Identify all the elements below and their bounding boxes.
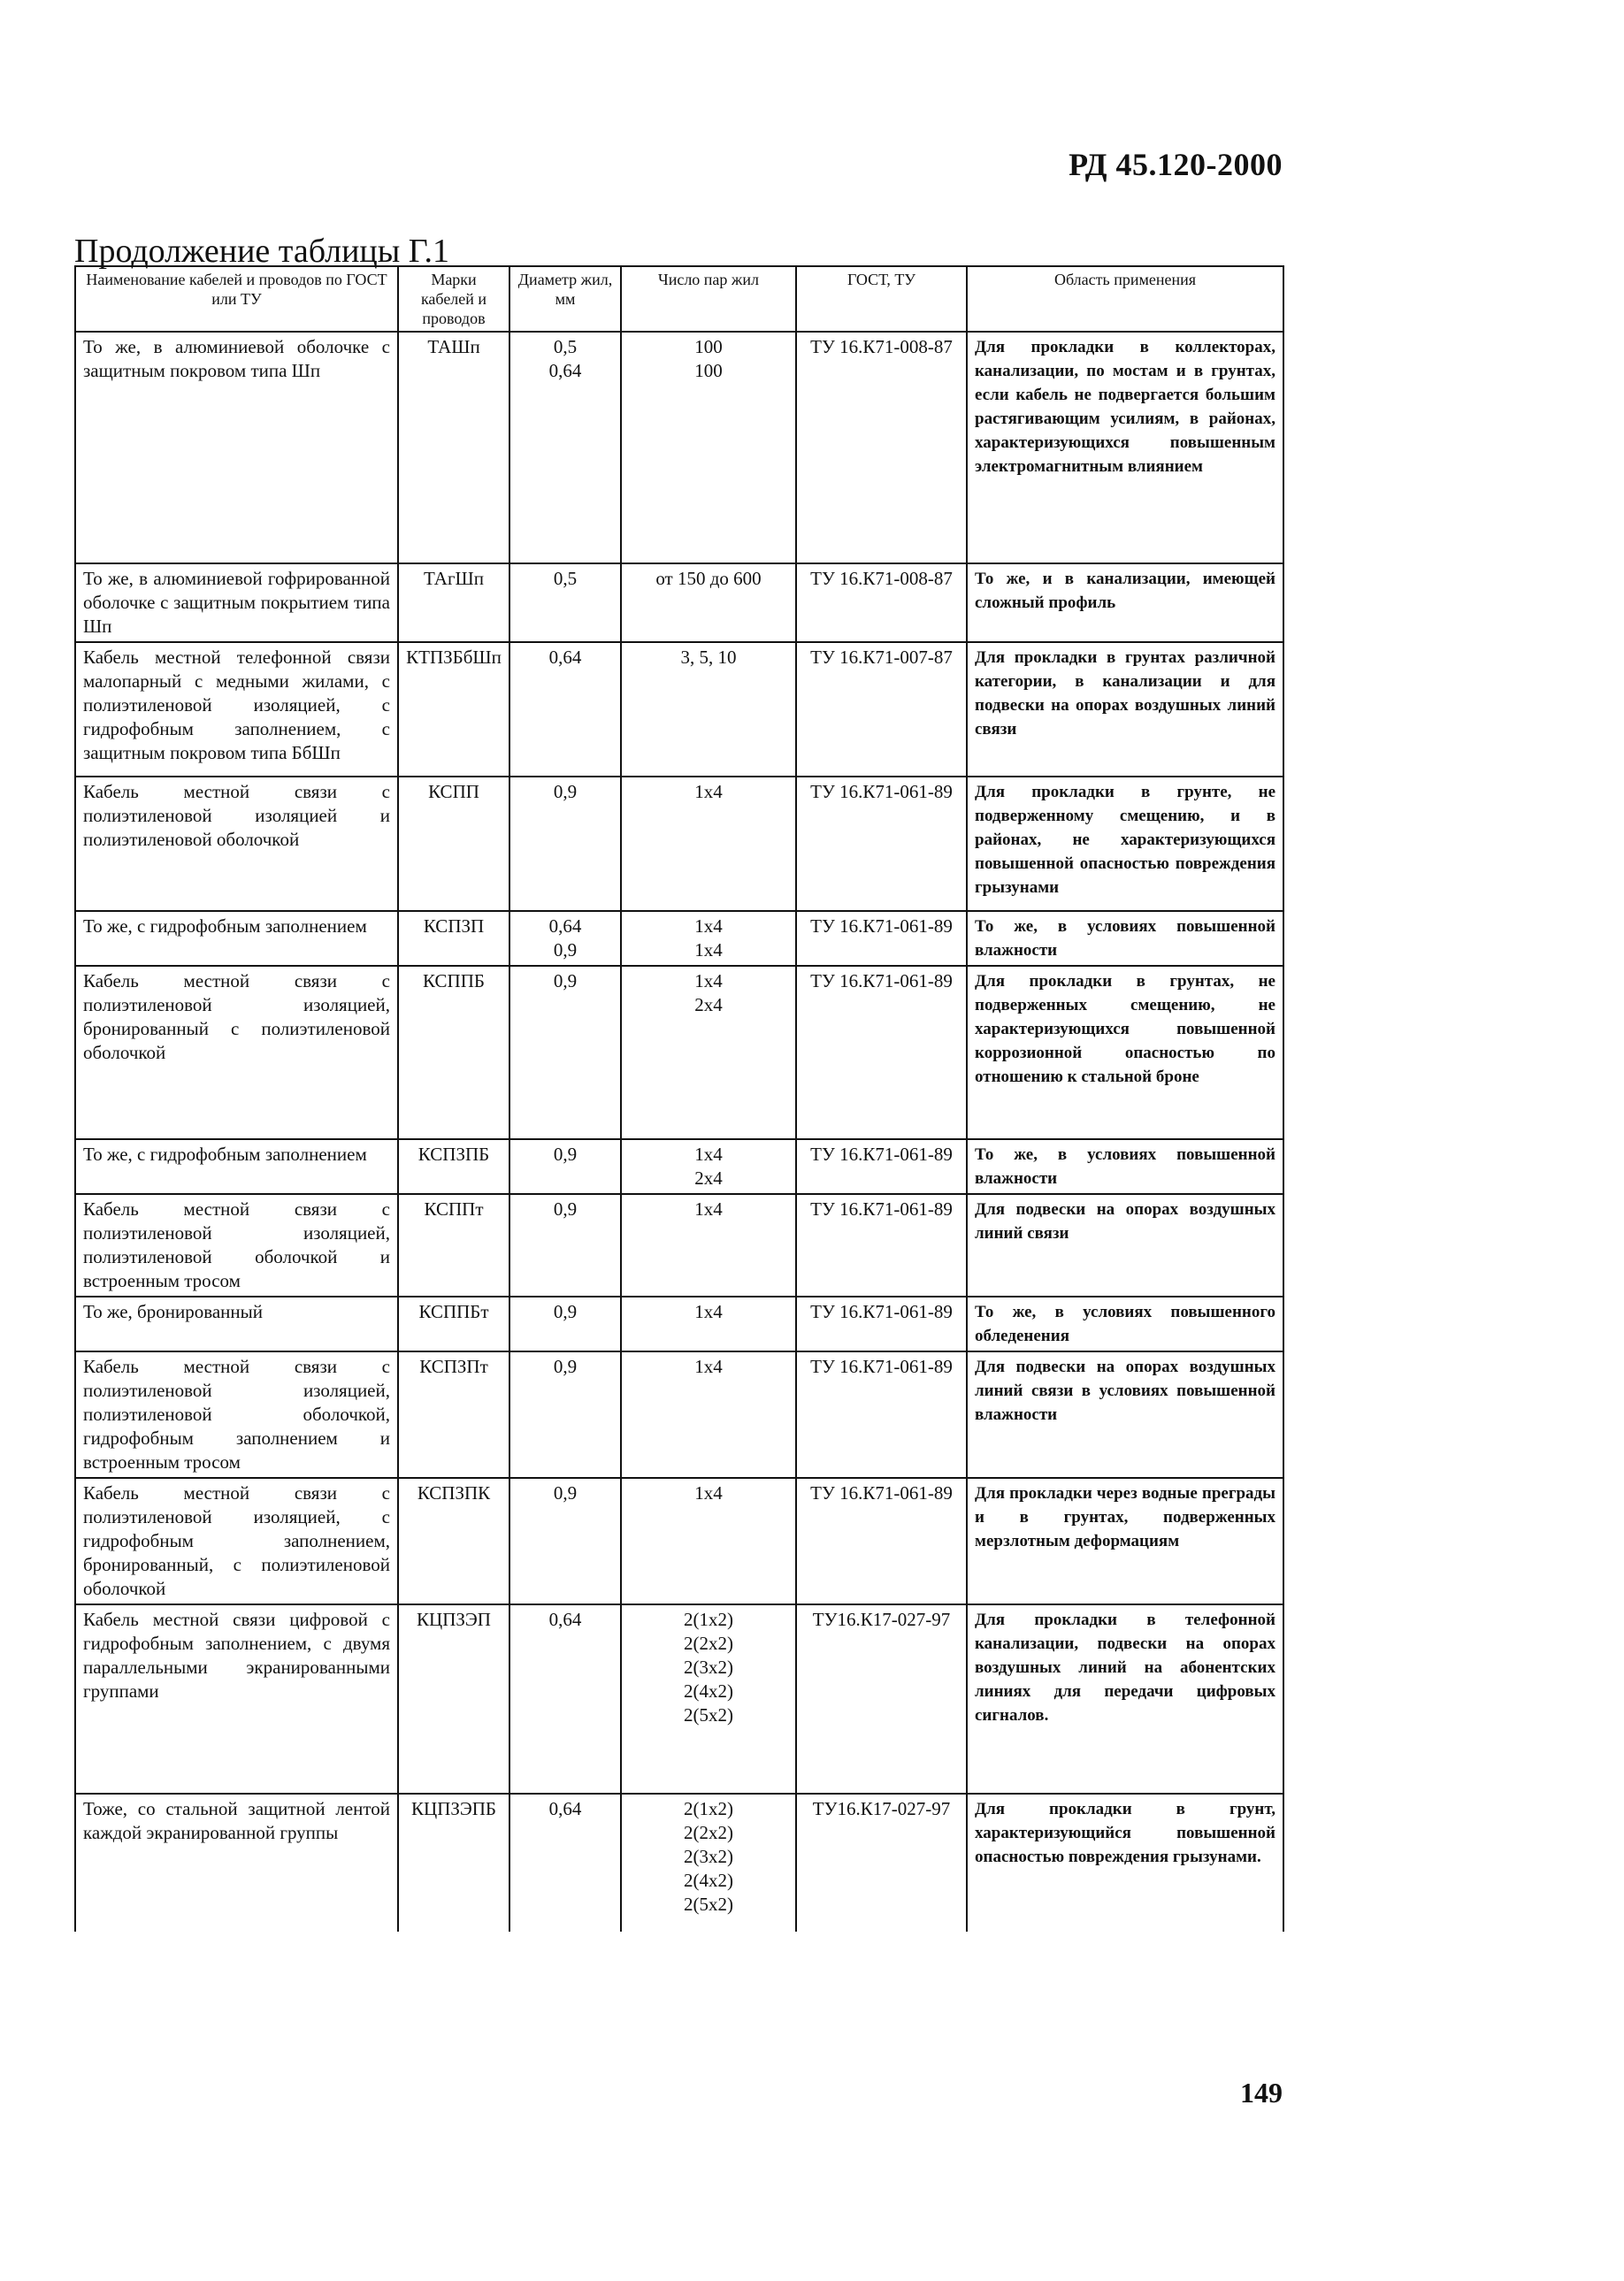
cell-scope: Для прокладки в грунте, не подверженному смещению, и в районах, не характеризующихся повышенной опасностью повреждения грызунами: [967, 777, 1283, 911]
cell-name: То же, с гидрофобным заполнением: [75, 911, 398, 966]
column-header-gost: ГОСТ, ТУ: [796, 266, 967, 332]
cell-name: Кабель местной связи с полиэтиленовой изоляцией, полиэтиленовой оболочкой и встроенным тросом: [75, 1194, 398, 1297]
cell-pairs-value: 1х4: [694, 1198, 723, 1220]
cell-pairs: [621, 1139, 796, 1194]
cell-name: То же, бронированный: [75, 1297, 398, 1351]
cell-diameter: [509, 563, 621, 642]
cell-gost: ТУ 16.К71-007-87: [796, 642, 967, 777]
cell-diameter: [509, 966, 621, 1139]
cell-diameter-value: 0,9: [553, 1482, 578, 1504]
cable-table: [74, 265, 1284, 1932]
cell-gost: ТУ 16.К71-061-89: [796, 1297, 967, 1351]
cell-pairs-value: 1х4: [694, 970, 723, 991]
cell-name: Тоже, со стальной защитной лентой каждой экранированной группы: [75, 1794, 398, 1932]
cell-name: Кабель местной связи с полиэтиленовой изоляцией, полиэтиленовой оболочкой, гидрофобным заполнением и встроенным тросом: [75, 1351, 398, 1478]
table-row: [75, 642, 1283, 777]
column-header-pairs: Число пар жил: [621, 266, 796, 332]
cell-pairs: [621, 1478, 796, 1604]
cell-pairs: [621, 563, 796, 642]
cell-mark: КСПЗПт: [398, 1351, 509, 1478]
cell-scope: Для прокладки через водные преграды и в грунтах, подверженных мерзлотным деформациям: [967, 1478, 1283, 1604]
cell-pairs-value: 2(4х2): [684, 1680, 733, 1702]
cell-name: Кабель местной связи цифровой с гидрофобным заполнением, с двумя параллельными экранированными группами: [75, 1604, 398, 1794]
cell-scope: То же, и в канализации, имеющей сложный профиль: [967, 563, 1283, 642]
cell-diameter-value: 0,9: [553, 939, 578, 961]
cell-scope: Для прокладки в грунт, характеризующийся повышенной опасностью повреждения грызунами.: [967, 1794, 1283, 1932]
cell-pairs-value: 2(3х2): [684, 1657, 733, 1678]
column-header-name: Наименование кабелей и проводов по ГОСТ или ТУ: [75, 266, 398, 332]
cell-scope: Для прокладки в телефонной канализации, подвески на опорах воздушных линий на абонентских линиях для передачи цифровых сигналов.: [967, 1604, 1283, 1794]
table-row: [75, 1139, 1283, 1194]
cell-pairs-value: 2(5х2): [684, 1894, 733, 1915]
cell-diameter-value: 0,9: [553, 1301, 578, 1322]
cell-name: То же, с гидрофобным заполнением: [75, 1139, 398, 1194]
cell-mark: КТПЗБбШп: [398, 642, 509, 777]
cell-scope: Для прокладки в грунтах, не подверженных смещению, не характеризующихся повышенной коррозионной опасностью по отношению к стальной броне: [967, 966, 1283, 1139]
cell-diameter-value: 0,5: [553, 568, 578, 589]
cell-gost: ТУ 16.К71-061-89: [796, 1478, 967, 1604]
cell-pairs-value: 1х4: [694, 781, 723, 802]
cell-diameter: [509, 1604, 621, 1794]
cell-pairs-value: 1х4: [694, 939, 723, 961]
cell-mark: КСППБ: [398, 966, 509, 1139]
cell-pairs: [621, 966, 796, 1139]
cell-pairs: [621, 332, 796, 563]
cell-pairs-value: 2(2х2): [684, 1822, 733, 1843]
cell-scope: То же, в условиях повышенного обледенения: [967, 1297, 1283, 1351]
cell-diameter: [509, 777, 621, 911]
cell-diameter: [509, 1139, 621, 1194]
cell-pairs: [621, 1794, 796, 1932]
cell-gost: ТУ 16.К71-008-87: [796, 332, 967, 563]
page-number: 149: [1240, 2077, 1283, 2109]
cell-pairs-value: 100: [694, 336, 723, 357]
cell-pairs: [621, 1194, 796, 1297]
cell-scope: Для прокладки в коллекторах, канализации, по мостам и в грунтах, если кабель не подвергается большим растягивающим усилиям, в районах, характеризующихся повышенным электромагнитным влиянием: [967, 332, 1283, 563]
cell-pairs-value: 2(4х2): [684, 1870, 733, 1891]
cell-mark: КСППт: [398, 1194, 509, 1297]
cell-pairs-value: 1х4: [694, 915, 723, 937]
cell-gost: ТУ16.К17-027-97: [796, 1794, 967, 1932]
table-row: [75, 777, 1283, 911]
column-header-scope: Область применения: [967, 266, 1283, 332]
cell-gost: ТУ 16.К71-061-89: [796, 1351, 967, 1478]
cell-diameter-value: 0,64: [548, 1609, 582, 1630]
table-row: [75, 1351, 1283, 1478]
cell-pairs: [621, 1297, 796, 1351]
cell-diameter: [509, 1478, 621, 1604]
cell-pairs-value: 3, 5, 10: [680, 647, 737, 668]
cell-diameter-value: 0,64: [548, 1798, 582, 1819]
cell-pairs-value: 2(3х2): [684, 1846, 733, 1867]
cell-pairs-value: 100: [694, 360, 723, 381]
cell-gost: ТУ 16.К71-061-89: [796, 777, 967, 911]
cell-pairs-value: 2х4: [694, 1167, 723, 1189]
cell-scope: Для подвески на опорах воздушных линий связи в условиях повышенной влажности: [967, 1351, 1283, 1478]
cell-pairs-value: 1х4: [694, 1301, 723, 1322]
cell-diameter-value: 0,9: [553, 1198, 578, 1220]
cell-diameter: [509, 1351, 621, 1478]
cell-scope: То же, в условиях повышенной влажности: [967, 911, 1283, 966]
cell-pairs: [621, 642, 796, 777]
column-header-mark: Марки кабелей и проводов: [398, 266, 509, 332]
cell-gost: ТУ16.К17-027-97: [796, 1604, 967, 1794]
cell-mark: КСПЗПБ: [398, 1139, 509, 1194]
table-row: [75, 332, 1283, 563]
cell-mark: ТАШп: [398, 332, 509, 563]
cell-diameter: [509, 332, 621, 563]
table-row: [75, 911, 1283, 966]
table-row: [75, 1478, 1283, 1604]
cell-diameter: [509, 1297, 621, 1351]
cell-diameter: [509, 1194, 621, 1297]
cell-diameter: [509, 642, 621, 777]
document-code: РД 45.120-2000: [1069, 147, 1283, 182]
table-row: [75, 1297, 1283, 1351]
cell-name: Кабель местной связи с полиэтиленовой изоляцией, с гидрофобным заполнением, бронированный, с полиэтиленовой оболочкой: [75, 1478, 398, 1604]
table-row: [75, 1194, 1283, 1297]
cell-diameter-value: 0,9: [553, 1144, 578, 1165]
table-row: [75, 563, 1283, 642]
cell-diameter: [509, 1794, 621, 1932]
table-header-row: [75, 266, 1283, 332]
table-caption: Продолжение таблицы Г.1: [74, 233, 449, 270]
table-body: [75, 332, 1283, 1932]
cell-gost: ТУ 16.К71-061-89: [796, 911, 967, 966]
table-row: [75, 1794, 1283, 1932]
cell-diameter: [509, 911, 621, 966]
cell-pairs-value: 2(2х2): [684, 1633, 733, 1654]
cell-scope: Для прокладки в грунтах различной категории, в канализации и для подвески на опорах воздушных линий связи: [967, 642, 1283, 777]
cell-name: То же, в алюминиевой оболочке с защитным покровом типа Шп: [75, 332, 398, 563]
cell-scope: То же, в условиях повышенной влажности: [967, 1139, 1283, 1194]
cell-diameter-value: 0,9: [553, 781, 578, 802]
cell-name: То же, в алюминиевой гофрированной оболочке с защитным покрытием типа Шп: [75, 563, 398, 642]
cell-diameter-value: 0,64: [548, 647, 582, 668]
cell-mark: КЦПЗЭПБ: [398, 1794, 509, 1932]
cell-name: Кабель местной связи с полиэтиленовой изоляцией и полиэтиленовой оболочкой: [75, 777, 398, 911]
cell-pairs-value: 1х4: [694, 1482, 723, 1504]
table-row: [75, 1604, 1283, 1794]
cell-diameter-value: 0,9: [553, 970, 578, 991]
cell-name: Кабель местной связи с полиэтиленовой изоляцией, бронированный с полиэтиленовой оболочкой: [75, 966, 398, 1139]
cell-gost: ТУ 16.К71-061-89: [796, 966, 967, 1139]
cell-gost: ТУ 16.К71-061-89: [796, 1194, 967, 1297]
cell-name: Кабель местной телефонной связи малопарный с медными жилами, с полиэтиленовой изоляцией, с гидрофобным заполнением, с защитным покровом типа БбШп: [75, 642, 398, 777]
cell-mark: КЦПЗЭП: [398, 1604, 509, 1794]
cell-pairs-value: 1х4: [694, 1356, 723, 1377]
cell-scope: Для подвески на опорах воздушных линий связи: [967, 1194, 1283, 1297]
cell-diameter-value: 0,64: [548, 915, 582, 937]
cell-pairs-value: от 150 до 600: [655, 568, 762, 589]
cell-gost: ТУ 16.К71-061-89: [796, 1139, 967, 1194]
cell-pairs: [621, 1604, 796, 1794]
table-row: [75, 966, 1283, 1139]
cell-pairs: [621, 911, 796, 966]
cell-diameter-value: 0,64: [548, 360, 582, 381]
cell-pairs-value: 2х4: [694, 994, 723, 1015]
cell-pairs-value: 1х4: [694, 1144, 723, 1165]
cell-pairs: [621, 777, 796, 911]
cell-mark: КСПП: [398, 777, 509, 911]
cell-pairs-value: 2(5х2): [684, 1704, 733, 1726]
cell-diameter-value: 0,9: [553, 1356, 578, 1377]
cell-diameter-value: 0,5: [553, 336, 578, 357]
cell-pairs-value: 2(1х2): [684, 1609, 733, 1630]
cell-mark: КСПЗПК: [398, 1478, 509, 1604]
cell-pairs: [621, 1351, 796, 1478]
cell-mark: ТАгШп: [398, 563, 509, 642]
cell-mark: КСПЗП: [398, 911, 509, 966]
cell-mark: КСППБт: [398, 1297, 509, 1351]
column-header-diameter: Диаметр жил, мм: [509, 266, 621, 332]
cell-pairs-value: 2(1х2): [684, 1798, 733, 1819]
cell-gost: ТУ 16.К71-008-87: [796, 563, 967, 642]
